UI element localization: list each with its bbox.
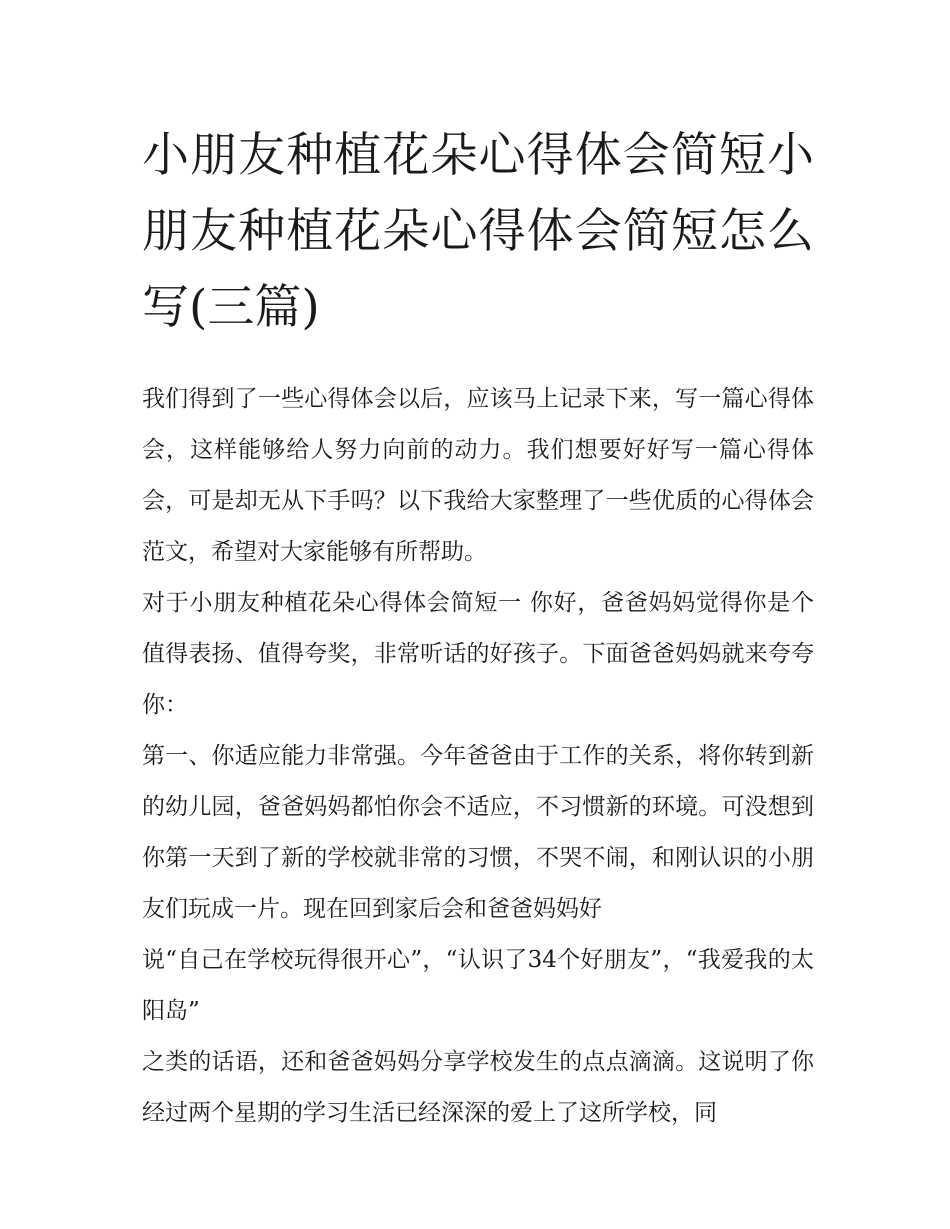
paragraph-section-one: 对于小朋友种植花朵心得体会简短一 你好，爸爸妈妈觉得你是个值得表扬、值得夸奖，非常听话的好孩子。下面爸爸妈妈就来夸夸你： [142,590,814,718]
paragraph-intro: 我们得到了一些心得体会以后，应该马上记录下来，写一篇心得体会，这样能够给人努力向前的动力。我们想要好好写一篇心得体会，可是却无从下手吗？以下我给大家整理了一些优质的心得体会范文，希望对大家能够有所帮助。 [142,386,814,565]
paragraph-quotes: 说“自己在学校玩得很开心”，“认识了34个好朋友”，“我爱我的太阳岛” [142,947,814,1024]
paragraph-point-one: 第一、你适应能力非常强。今年爸爸由于工作的关系，将你转到新的幼儿园，爸爸妈妈都怕你会不适应，不习惯新的环境。可没想到你第一天到了新的学校就非常的习惯，不哭不闹，和刚认识的小朋友们玩成一片。现在回到家后会和爸爸妈妈好 [142,743,814,922]
document-body [142,118,814,1139]
document-title: 小朋友种植花朵心得体会简短小朋友种植花朵心得体会简短怎么写(三篇) [142,128,814,335]
paragraph-continuation: 之类的话语，还和爸爸妈妈分享学校发生的点点滴滴。这说明了你经过两个星期的学习生活已经深深的爱上了这所学校，同 [142,1049,814,1126]
